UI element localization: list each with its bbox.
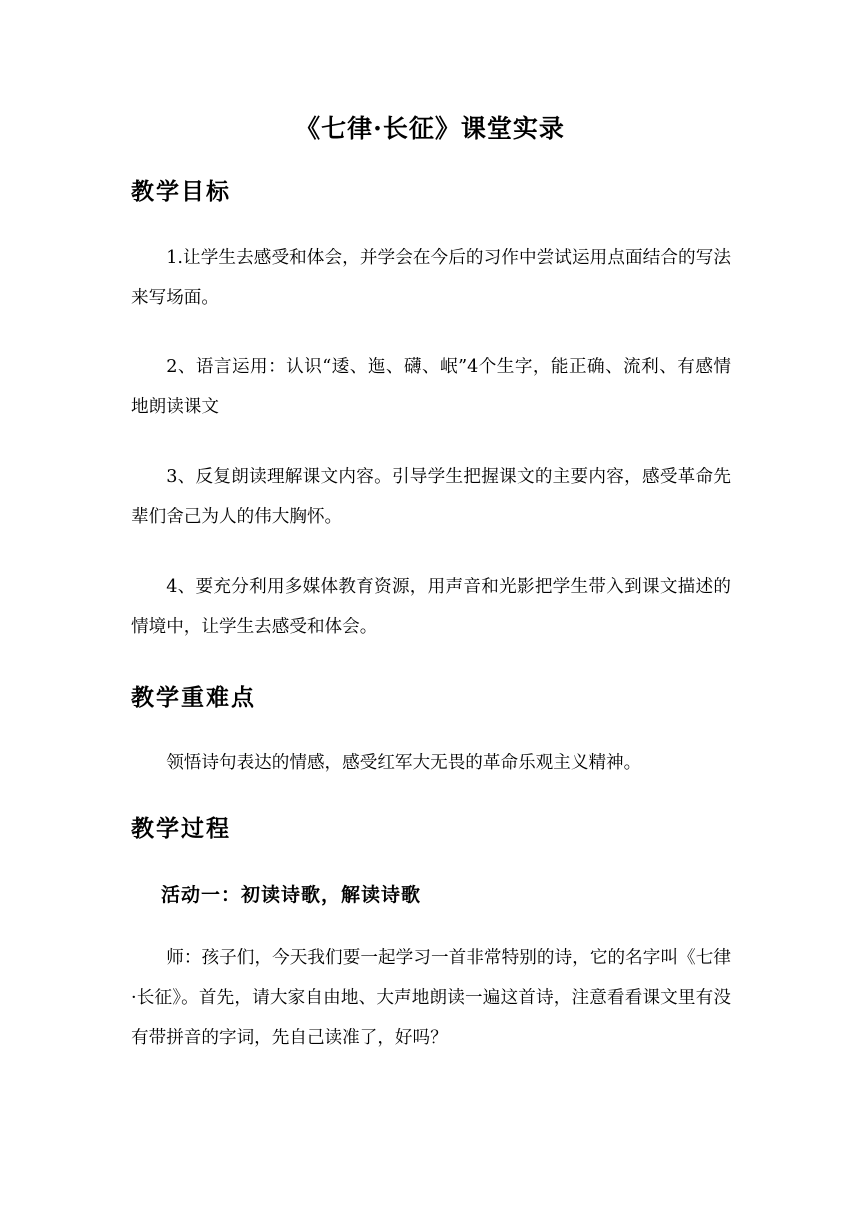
- heading-activity-1: 活动一：初读诗歌，解读诗歌: [161, 884, 422, 906]
- heading-objectives: 教学目标: [131, 178, 231, 205]
- key-points-text: 领悟诗句表达的情感，感受红军大无畏的革命乐观主义精神。: [166, 753, 642, 773]
- objective-item-1: 1.让学生去感受和体会，并学会在今后的习作中尝试运用点面结合的写法来写场面。: [131, 248, 731, 308]
- activity-1-text: 师：孩子们，今天我们要一起学习一首非常特别的诗，它的名字叫《七律·长征》。首先，请大家自由地、大声地朗读一遍这首诗，注意看看课文里有没有带拼音的字词，先自己读准了，好吗？: [131, 948, 731, 1048]
- objective-item-2: 2、语言运用：认识“逶、迤、礴、岷”4个生字，能正确、流利、有感情地朗读课文: [131, 357, 731, 417]
- heading-key-points: 教学重难点: [131, 684, 256, 711]
- document-title: 《七律·长征》课堂实录: [295, 114, 565, 143]
- objective-item-3: 3、反复朗读理解课文内容。引导学生把握课文的主要内容，感受革命先辈们舍己为人的伟大胸怀。: [131, 467, 731, 527]
- objective-item-4: 4、要充分利用多媒体教育资源，用声音和光影把学生带入到课文描述的情境中，让学生去感受和体会。: [131, 577, 731, 637]
- heading-process: 教学过程: [131, 815, 231, 842]
